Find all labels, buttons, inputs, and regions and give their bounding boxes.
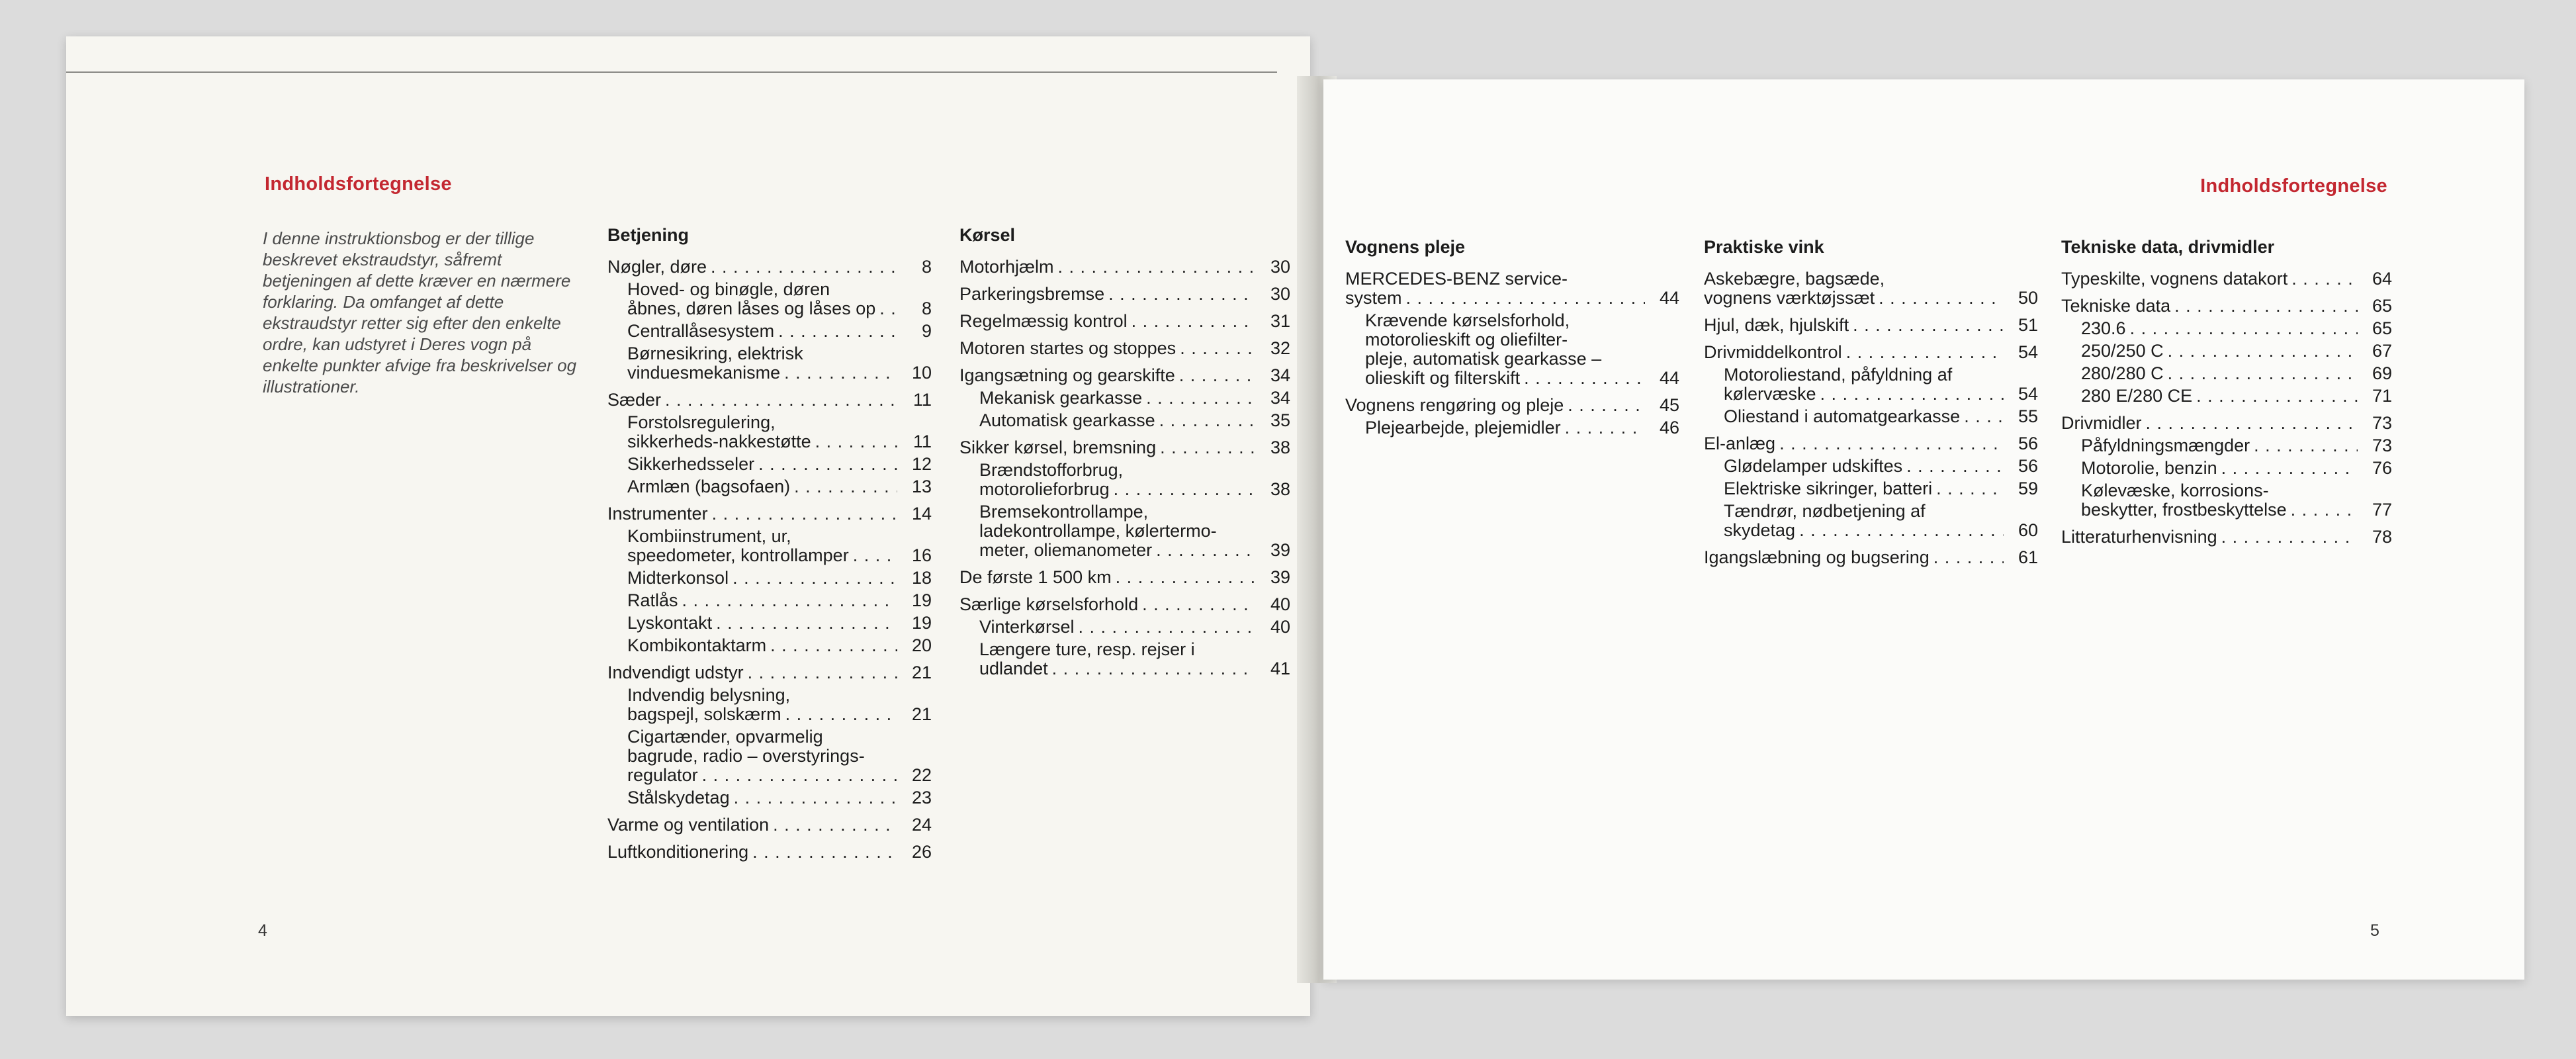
- intro-paragraph: I denne instruktionsbog er der tillige beskrevet ekstraudstyr, såfremt betjeningen af dette kræver en nærmere forklaring. Da omfanget af dette ekstraudstyr retter sig efter den enkelte ordre, kan udstyret i Deres vogn på enkelte punkter afvige fra beskrivelser og illustrationer.: [263, 228, 577, 396]
- toc-entry-page: 16: [911, 545, 932, 565]
- toc-subentry: [1345, 418, 1679, 437]
- toc-subentry: [959, 461, 1290, 499]
- toc-entry-text: Armlæn (bagsofaen) . . .: [627, 477, 897, 496]
- toc-entry-page: 8: [921, 257, 932, 277]
- toc-subentry: [607, 591, 932, 610]
- toc-entry: [607, 663, 932, 682]
- toc-entry: [959, 339, 1290, 358]
- toc-entry-text: Mekanisk gearkasse . . .: [979, 389, 1256, 408]
- toc-entry-text: 230.6 . . .: [2081, 319, 2358, 338]
- toc-entry-text: De første 1 500 km . . .: [959, 568, 1256, 587]
- toc-entry-text: Drivmidler . . .: [2061, 414, 2358, 433]
- toc-section-heading: Vognens pleje: [1345, 237, 1466, 257]
- toc-entry-text: Igangslæbning og bugsering . . .: [1704, 548, 2004, 567]
- toc-entry-page: 21: [911, 704, 932, 724]
- toc-subentry: [1704, 407, 2038, 426]
- toc-entry-text: Tændrør, nødbetjening af skydetag . . .: [1724, 502, 2004, 540]
- toc-entry: [2061, 528, 2392, 547]
- toc-entry-page: 60: [2018, 520, 2038, 540]
- toc-entry-text: Længere ture, resp. rejser i udlandet . . .: [979, 640, 1256, 678]
- toc-entry: [1704, 316, 2038, 335]
- toc-entry-page: 10: [911, 363, 932, 383]
- toc-entry-text: Tekniske data . . .: [2061, 297, 2358, 316]
- toc-subentry: [1345, 311, 1679, 388]
- toc-entry: [607, 815, 932, 835]
- toc-column-tekniske-data: [2061, 237, 2392, 555]
- toc-entry-text: 250/250 C . . .: [2081, 342, 2358, 361]
- toc-entry-text: Forstolsregulering, sikkerheds-nakkestøtte . . .: [627, 413, 897, 451]
- toc-entry-text: Stålskydetag . . .: [627, 788, 897, 807]
- toc-entry-text: 280/280 C . . .: [2081, 364, 2358, 383]
- toc-entry-text: Indvendig belysning, bagspejl, solskærm . . .: [627, 686, 897, 724]
- toc-entry-page: 30: [1270, 284, 1290, 304]
- toc-entry-text: Sæder . . .: [607, 391, 897, 410]
- toc-entry: [959, 366, 1290, 385]
- toc-subentry: [959, 411, 1290, 430]
- toc-entry-text: Askebægre, bagsæde, vognens værktøjssæt . . .: [1704, 269, 2004, 308]
- toc-entry: [959, 568, 1290, 587]
- toc-entry-page: 26: [911, 842, 932, 862]
- toc-entry-text: Automatisk gearkasse . . .: [979, 411, 1256, 430]
- toc-subentry: [607, 344, 932, 383]
- right-page-number: 5: [2370, 921, 2379, 940]
- toc-subentry: [607, 280, 932, 318]
- right-page-title: Indholdsfortegnelse: [2200, 175, 2387, 197]
- toc-entry-text: Motorhjælm . . .: [959, 257, 1256, 277]
- toc-subentry: [2061, 387, 2392, 406]
- toc-entry-page: 39: [1270, 540, 1290, 560]
- toc-subentry: [607, 527, 932, 565]
- toc-entry-page: 22: [911, 765, 932, 785]
- toc-entry-text: Brændstofforbrug, motorolieforbrug . . .: [979, 461, 1256, 499]
- toc-entry: [959, 257, 1290, 277]
- toc-entry-page: 51: [2018, 315, 2038, 335]
- toc-entry-text: Kombikontaktarm . . .: [627, 636, 897, 655]
- left-page-number: 4: [258, 921, 267, 940]
- toc-entry: [959, 312, 1290, 331]
- toc-entry-page: 56: [2018, 456, 2038, 476]
- toc-section-heading: Praktiske vink: [1704, 237, 1824, 257]
- toc-entry-page: 50: [2018, 288, 2038, 308]
- toc-entry: [1704, 434, 2038, 453]
- toc-section-heading: Kørsel: [959, 225, 1016, 245]
- toc-entry-page: 69: [2372, 363, 2392, 383]
- toc-entry-page: 20: [911, 635, 932, 655]
- toc-entry-page: 54: [2018, 342, 2038, 362]
- toc-entry-text: El-anlæg . . .: [1704, 434, 2004, 453]
- toc-entry-text: Vinterkørsel . . .: [979, 618, 1256, 637]
- toc-entry: [607, 504, 932, 524]
- toc-entry-text: Cigartænder, opvarmelig bagrude, radio – overstyrings- regulator . . .: [627, 727, 897, 785]
- toc-entry-text: Igangsætning og gearskifte . . .: [959, 366, 1256, 385]
- toc-subentry: [607, 322, 932, 341]
- toc-entry-text: Elektriske sikringer, batteri . . .: [1724, 479, 2004, 498]
- toc-subentry: [607, 727, 932, 785]
- toc-subentry: [607, 413, 932, 451]
- toc-subentry: [1704, 365, 2038, 404]
- toc-subentry: [607, 636, 932, 655]
- toc-entry-text: Motoren startes og stoppes . . .: [959, 339, 1256, 358]
- toc-entry-text: Sikkerhedsseler . . .: [627, 455, 897, 474]
- toc-entry: [607, 843, 932, 862]
- toc-entry-text: 280 E/280 CE . . .: [2081, 387, 2358, 406]
- toc-entry-text: Regelmæssig kontrol . . .: [959, 312, 1256, 331]
- toc-entry-text: Særlige kørselsforhold . . .: [959, 595, 1256, 614]
- toc-entry: [1345, 396, 1679, 415]
- toc-entry-text: Centrallåsesystem . . .: [627, 322, 897, 341]
- toc-entry-text: Kombiinstrument, ur, speedometer, kontrollamper . . .: [627, 527, 897, 565]
- toc-column-korsel: [959, 225, 1290, 686]
- toc-entry-page: 41: [1270, 659, 1290, 678]
- toc-entry-text: Hoved- og binøgle, døren åbnes, døren låses og låses op . . .: [627, 280, 897, 318]
- toc-entry-page: 67: [2372, 341, 2392, 361]
- toc-entry-page: 39: [1270, 567, 1290, 587]
- toc-entry-page: 23: [911, 788, 932, 807]
- toc-subentry: [2061, 319, 2392, 338]
- left-page-title: Indholdsfortegnelse: [265, 173, 452, 195]
- toc-entry: [607, 257, 932, 277]
- toc-entry-page: 76: [2372, 458, 2392, 478]
- toc-entry-text: Lyskontakt . . .: [627, 614, 897, 633]
- toc-entry-page: 77: [2372, 500, 2392, 520]
- toc-entry-text: Motoroliestand, påfyldning af kølervæske . . .: [1724, 365, 2004, 404]
- toc-entry-page: 73: [2372, 436, 2392, 455]
- toc-entry-page: 34: [1270, 388, 1290, 408]
- toc-entry-text: Glødelamper udskiftes . . .: [1724, 457, 2004, 476]
- toc-entry: [1704, 548, 2038, 567]
- toc-entry-text: Kølevæske, korrosions- beskytter, frostbeskyttelse . . .: [2081, 481, 2358, 520]
- toc-entry-text: Luftkonditionering . . .: [607, 843, 897, 862]
- toc-subentry: [2061, 342, 2392, 361]
- toc-entry-page: 19: [911, 590, 932, 610]
- toc-entry-text: Vognens rengøring og pleje . . .: [1345, 396, 1645, 415]
- toc-entry-page: 9: [921, 321, 932, 341]
- toc-subentry: [2061, 481, 2392, 520]
- toc-entry-page: 34: [1270, 365, 1290, 385]
- toc-entry-page: 13: [911, 477, 932, 496]
- toc-entry-page: 44: [1659, 368, 1679, 388]
- toc-subentry: [1704, 502, 2038, 540]
- toc-subentry: [959, 389, 1290, 408]
- toc-entry-text: Motorolie, benzin . . .: [2081, 459, 2358, 478]
- toc-entry-text: Sikker kørsel, bremsning . . .: [959, 438, 1256, 457]
- toc-entry-page: 54: [2018, 384, 2038, 404]
- toc-entry-page: 40: [1270, 594, 1290, 614]
- toc-entry-page: 55: [2018, 406, 2038, 426]
- toc-entry-text: Typeskilte, vognens datakort . . .: [2061, 269, 2358, 289]
- toc-column-vognens-pleje: [1345, 237, 1679, 445]
- toc-entry-page: 56: [2018, 434, 2038, 453]
- toc-entry: [1345, 269, 1679, 308]
- toc-entry-page: 35: [1270, 410, 1290, 430]
- toc-entry-page: 40: [1270, 617, 1290, 637]
- toc-entry: [2061, 269, 2392, 289]
- toc-entry-page: 65: [2372, 318, 2392, 338]
- toc-entry-page: 32: [1270, 338, 1290, 358]
- toc-subentry: [959, 640, 1290, 678]
- toc-entry-page: 24: [911, 815, 932, 835]
- toc-entry-text: Drivmiddelkontrol . . .: [1704, 343, 2004, 362]
- toc-entry-page: 65: [2372, 296, 2392, 316]
- toc-entry-page: 18: [911, 568, 932, 588]
- toc-entry-page: 11: [912, 390, 932, 410]
- toc-subentry: [959, 502, 1290, 560]
- toc-column-praktiske-vink: [1704, 237, 2038, 575]
- toc-entry-text: Hjul, dæk, hjulskift . . .: [1704, 316, 2004, 335]
- toc-entry-text: Plejearbejde, plejemidler . . .: [1365, 418, 1645, 437]
- toc-entry-page: 46: [1659, 418, 1679, 437]
- toc-entry-text: MERCEDES-BENZ service- system . . .: [1345, 269, 1645, 308]
- toc-entry-page: 31: [1270, 311, 1290, 331]
- toc-entry-page: 59: [2018, 479, 2038, 498]
- toc-entry-page: 44: [1659, 288, 1679, 308]
- toc-subentry: [607, 614, 932, 633]
- toc-entry-text: Nøgler, døre . . .: [607, 257, 897, 277]
- page-edge-line: [66, 71, 1277, 73]
- toc-section-heading: Tekniske data, drivmidler: [2061, 237, 2275, 257]
- toc-subentry: [1704, 457, 2038, 476]
- toc-entry-page: 19: [911, 613, 932, 633]
- toc-subentry: [2061, 364, 2392, 383]
- toc-entry-page: 8: [921, 299, 932, 318]
- toc-subentry: [607, 455, 932, 474]
- toc-section-heading: Betjening: [607, 225, 689, 245]
- toc-entry-text: Krævende kørselsforhold, motorolieskift og oliefilter- pleje, automatisk gearkasse – olieskift og filterskift . . .: [1365, 311, 1645, 388]
- toc-entry-page: 61: [2018, 547, 2038, 567]
- toc-entry: [2061, 297, 2392, 316]
- toc-column-betjening: [607, 225, 932, 870]
- toc-entry-text: Børnesikring, elektrisk vinduesmekanisme . . .: [627, 344, 897, 383]
- toc-entry: [1704, 343, 2038, 362]
- toc-entry-text: Ratlås . . .: [627, 591, 897, 610]
- toc-entry-page: 64: [2372, 269, 2392, 289]
- toc-entry: [607, 391, 932, 410]
- toc-subentry: [607, 686, 932, 724]
- toc-entry-page: 30: [1270, 257, 1290, 277]
- toc-entry: [959, 285, 1290, 304]
- toc-entry-page: 14: [911, 504, 932, 524]
- toc-entry-text: Litteraturhenvisning . . .: [2061, 528, 2358, 547]
- toc-entry: [959, 595, 1290, 614]
- toc-subentry: [607, 477, 932, 496]
- toc-entry: [2061, 414, 2392, 433]
- toc-entry-text: Varme og ventilation . . .: [607, 815, 897, 835]
- toc-entry-page: 38: [1270, 479, 1290, 499]
- toc-entry-page: 73: [2372, 413, 2392, 433]
- toc-entry-page: 12: [911, 454, 932, 474]
- toc-entry-page: 45: [1659, 395, 1679, 415]
- toc-subentry: [607, 569, 932, 588]
- toc-subentry: [2061, 436, 2392, 455]
- toc-entry-page: 21: [911, 663, 932, 682]
- toc-entry-page: 71: [2372, 386, 2392, 406]
- toc-entry-page: 78: [2372, 527, 2392, 547]
- toc-entry: [959, 438, 1290, 457]
- toc-entry-text: Instrumenter . . .: [607, 504, 897, 524]
- toc-entry-text: Midterkonsol . . .: [627, 569, 897, 588]
- toc-subentry: [2061, 459, 2392, 478]
- toc-subentry: [1704, 479, 2038, 498]
- toc-subentry: [959, 618, 1290, 637]
- toc-entry-page: 38: [1270, 437, 1290, 457]
- toc-entry-text: Bremsekontrollampe, ladekontrollampe, kølertermo- meter, oliemanometer . . .: [979, 502, 1256, 560]
- toc-entry-text: Oliestand i automatgearkasse . . .: [1724, 407, 2004, 426]
- toc-entry-page: 11: [912, 432, 932, 451]
- toc-subentry: [607, 788, 932, 807]
- toc-entry-text: Påfyldningsmængder . . .: [2081, 436, 2358, 455]
- toc-entry-text: Indvendigt udstyr . . .: [607, 663, 897, 682]
- toc-entry-text: Parkeringsbremse . . .: [959, 285, 1256, 304]
- toc-entry: [1704, 269, 2038, 308]
